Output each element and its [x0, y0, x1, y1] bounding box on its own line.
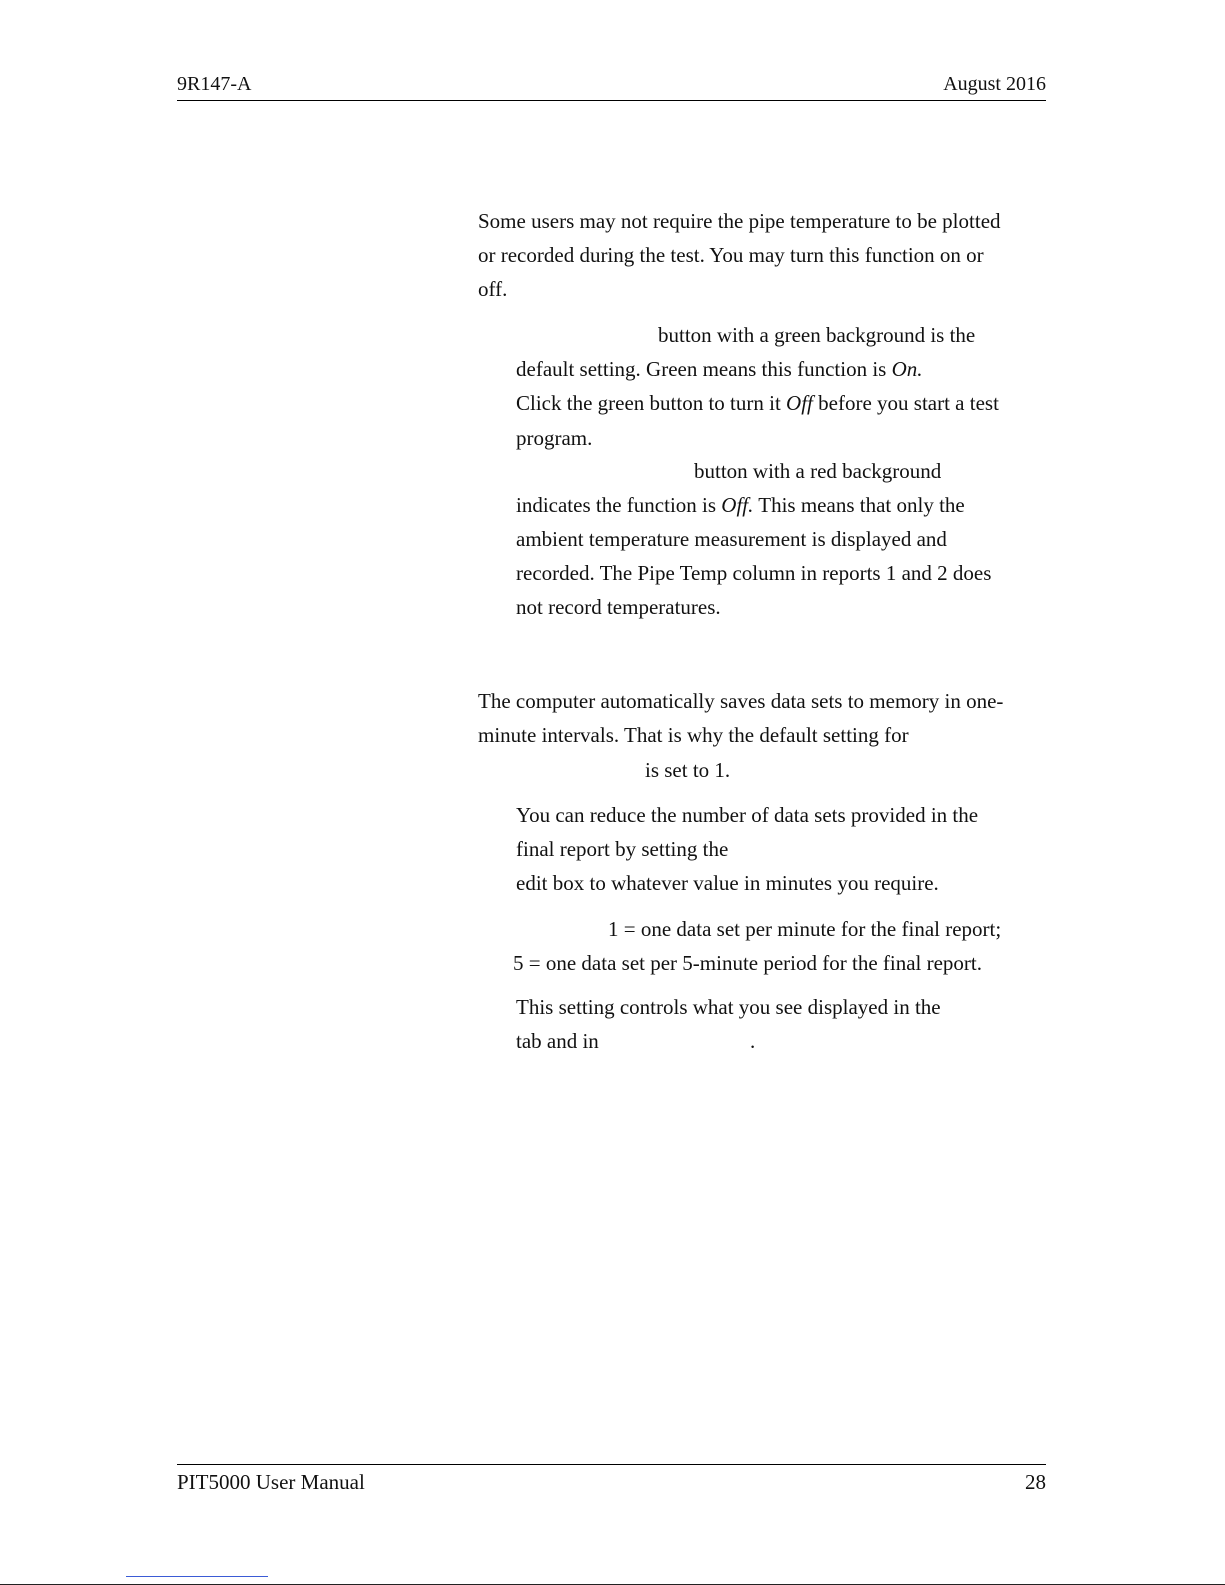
b1-line2-on: On. — [891, 357, 923, 381]
b2-line2-text-c: This means that only the — [753, 493, 965, 517]
example-line2: 5 = one data set per 5-minute period for the final report. — [513, 951, 983, 975]
p1-line3: off. — [478, 277, 508, 301]
b1-line2-text: default setting. Green means this function is — [516, 357, 892, 381]
b2-line1: button with a red background — [694, 459, 942, 483]
b3-line1: You can reduce the number of data sets provided in the — [516, 803, 979, 827]
b1-line3-off: Off — [786, 391, 813, 415]
bottom-link-underline — [126, 1576, 268, 1577]
b1-line4: program. — [516, 426, 593, 450]
p1-line2: or recorded during the test. You may turn this function on or — [478, 243, 984, 267]
b2-line3: ambient temperature measurement is displayed and — [516, 527, 947, 551]
p2-line3: is set to 1. — [645, 758, 731, 782]
b2-line2 — [516, 492, 965, 518]
b2-line2-off: Off. — [721, 493, 754, 517]
b2-line4: recorded. The Pipe Temp column in reports 1 and 2 does — [516, 561, 992, 585]
b1-line2 — [516, 356, 923, 382]
b4-line2-text: tab and in — [516, 1029, 599, 1053]
b4-line2-period: . — [750, 1029, 756, 1053]
document-code: 9R147-A — [177, 73, 252, 95]
b4-line1: This setting controls what you see displayed in the — [516, 995, 941, 1019]
footer-title: PIT5000 User Manual — [177, 1470, 365, 1494]
b3-line2: final report by setting the — [516, 837, 729, 861]
b1-line3 — [516, 390, 999, 416]
b3-line3: edit box to whatever value in minutes you require. — [516, 871, 939, 895]
b2-line5: not record temperatures. — [516, 595, 721, 619]
b1-line3-text-a: Click the green button to turn it — [516, 391, 787, 415]
page-number: 28 — [1025, 1470, 1046, 1494]
header-rule — [177, 100, 1046, 101]
b1-line1: button with a green background is the — [658, 323, 976, 347]
document-date: August 2016 — [943, 73, 1046, 95]
p1-line1: Some users may not require the pipe temperature to be plotted — [478, 209, 1001, 233]
p2-line2: minute intervals. That is why the default setting for — [478, 723, 909, 747]
example-line1: 1 = one data set per minute for the final report; — [608, 917, 1002, 941]
b2-line2-text-a: indicates the function is — [516, 493, 722, 517]
p2-line1: The computer automatically saves data sets to memory in one- — [478, 689, 1004, 713]
b1-line3-text-c: before you start a test — [812, 391, 999, 415]
footer-rule — [177, 1464, 1046, 1465]
